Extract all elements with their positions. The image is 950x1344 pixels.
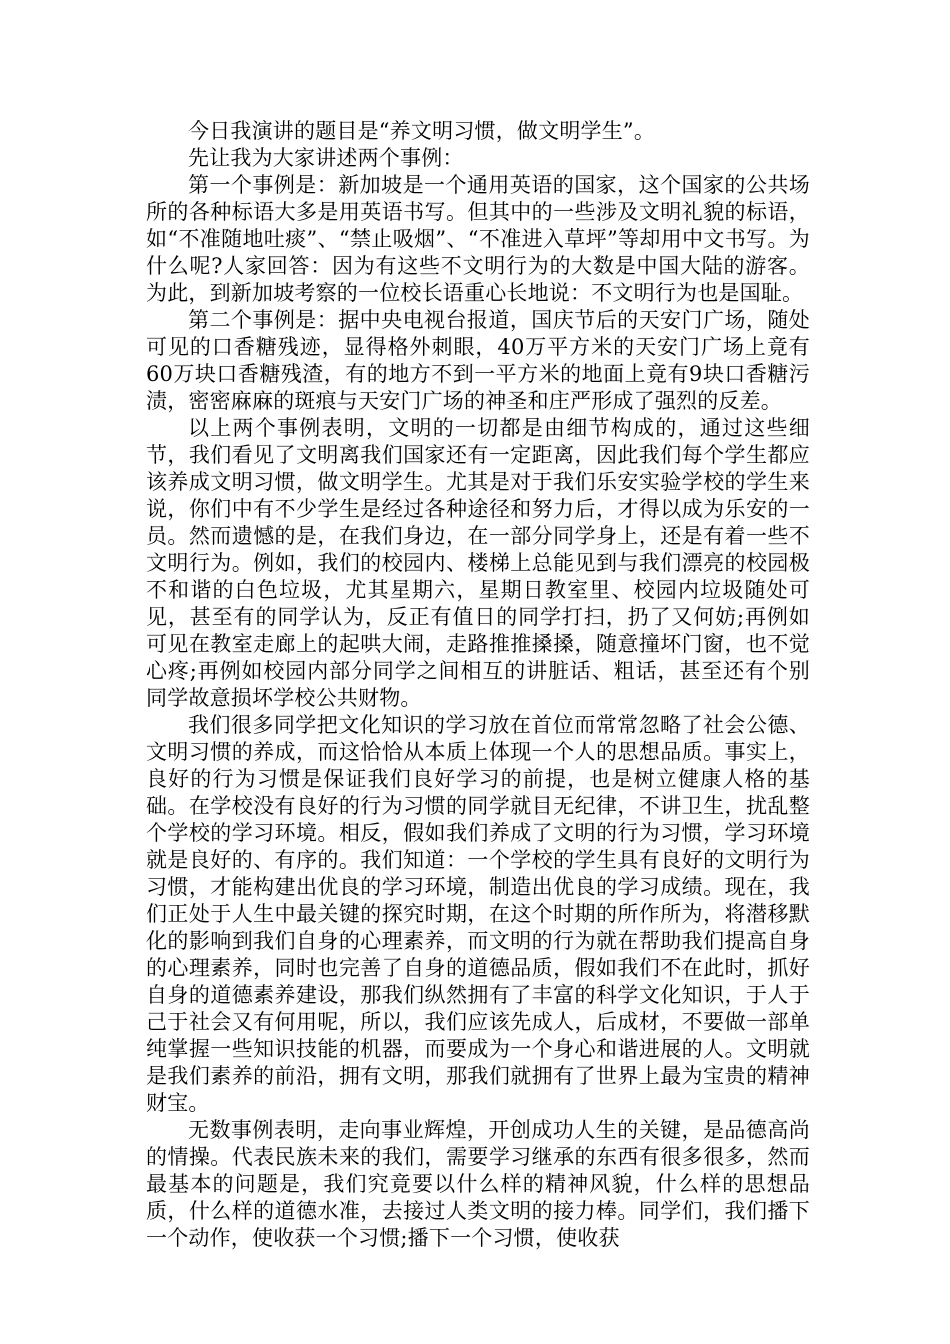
paragraph-topic: 今日我演讲的题目是“养文明习惯，做文明学生”。 xyxy=(188,119,656,143)
document-body xyxy=(146,118,810,1252)
paragraph-virtue: 无数事例表明，走向事业辉煌，开创成功人生的关键，是品德高尚的情操。代表民族未来的我们，需要学习继承的东西有很多很多，然而最基本的问题是，我们究竟要以什么样的精神风貌，什么样的思想品质，什么样的道德水准，去接过人类文明的接力棒。同学们，我们播下一个动作，使收获一个习惯;播下一个习惯，使收获 xyxy=(146,1118,810,1250)
paragraph-habits: 我们很多同学把文化知识的学习放在首位而常常忽略了社会公德、文明习惯的养成，而这恰恰从本质上体现一个人的思想品质。事实上，良好的行为习惯是保证我们良好学习的前提，也是树立健康人格的基础。在学校没有良好的行为习惯的同学就目无纪律，不讲卫生，扰乱整个学校的学习环境。相反，假如我们养成了文明的行为习惯，学习环境就是良好的、有序的。我们知道：一个学校的学生具有良好的文明行为习惯，才能构建出优良的学习环境，制造出优良的学习成绩。现在，我们正处于人生中最关键的探究时期，在这个时期的所作所为，将潜移默化的影响到我们自身的心理素养，而文明的行为就在帮助我们提高自身的心理素养，同时也完善了自身的道德品质，假如我们不在此时，抓好自身的道德素养建设，那我们纵然拥有了丰富的科学文化知识，于人于己于社会又有何用呢，所以，我们应该先成人，后成材，不要做一部单纯掌握一些知识技能的机器，而要成为一个身心和谐进展的人。文明就是我们素养的前沿，拥有文明，那我们就拥有了世界上最为宝贵的精神财宝。 xyxy=(146,713,810,1115)
paragraph-example-one: 第一个事例是：新加坡是一个通用英语的国家，这个国家的公共场所的各种标语大多是用英语书写。但其中的一些涉及文明礼貌的标语，如“不准随地吐痰”、“禁止吸烟”、“不准进入草坪”等却用中文书写。为什么呢?人家回答：因为有这些不文明行为的大数是中国大陆的游客。为此，到新加坡考察的一位校长语重心长地说：不文明行为也是国耻。 xyxy=(146,173,810,305)
paragraph-intro: 先让我为大家讲述两个事例： xyxy=(188,146,464,170)
paragraph-example-two: 第二个事例是：据中央电视台报道，国庆节后的天安门广场，随处可见的口香糖残迹，显得格外刺眼，40万平方米的天安门广场上竟有60万块口香糖残渣，有的地方不到一平方米的地面上竟有9块口香糖污渍，密密麻麻的斑痕与天安门广场的神圣和庄严形成了强烈的反差。 xyxy=(146,308,810,413)
paragraph-conclusion: 以上两个事例表明，文明的一切都是由细节构成的，通过这些细节，我们看见了文明离我们国家还有一定距离，因此我们每个学生都应该养成文明习惯，做文明学生。尤其是对于我们乐安实验学校的学生来说，你们中有不少学生是经过各种途径和努力后，才得以成为乐安的一员。然而遗憾的是，在我们身边，在一部分同学身上，还是有着一些不文明行为。例如，我们的校园内、楼梯上总能见到与我们漂亮的校园极不和谐的白色垃圾，尤其星期六，星期日教室里、校园内垃圾随处可见，甚至有的同学认为，反正有值日的同学打扫，扔了又何妨;再例如可见在教室走廊上的起哄大闹，走路推推搡搡，随意撞坏门窗，也不觉心疼;再例如校园内部分同学之间相互的讲脏话、粗话，甚至还有个别同学故意损坏学校公共财物。 xyxy=(146,416,810,710)
